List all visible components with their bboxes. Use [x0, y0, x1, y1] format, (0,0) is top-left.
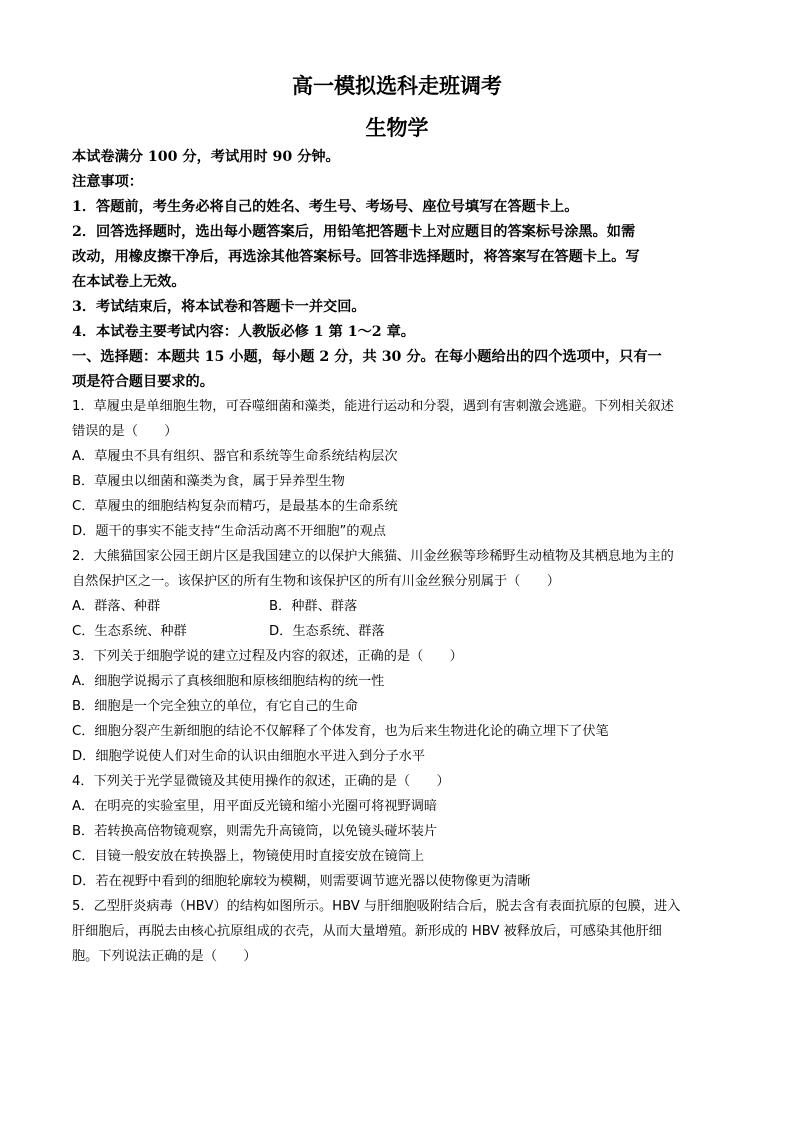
note-item: 2．回答选择题时，选出每小题答案后，用铅笔把答题卡上对应题目的答案标号涂黑。如需	[72, 224, 636, 240]
subject-title: 生物学	[365, 115, 429, 140]
question-3-option-c: C．细胞分裂产生新细胞的结论不仅解释了个体发育，也为后来生物进化论的确立埋下了伏笔	[72, 724, 609, 739]
question-2-stem-cont: 自然保护区之一。该保护区的所有生物和该保护区的所有川金丝猴分别属于（ ）	[72, 574, 560, 589]
question-3-stem: 3．下列关于细胞学说的建立过程及内容的叙述，正确的是（ ）	[72, 649, 463, 664]
notes-heading: 注意事项：	[72, 174, 143, 190]
question-2-options-row-1	[72, 597, 722, 617]
score-time-note: 本试卷满分 100 分，考试用时 90 分钟。	[72, 149, 340, 165]
question-1-option-b: B．草履虫以细菌和藻类为食，属于异养型生物	[72, 474, 345, 489]
note-item: 1．答题前，考生务必将自己的姓名、考生号、考场号、座位号填写在答题卡上。	[72, 199, 579, 215]
question-4-option-b: B．若转换高倍物镜观察，则需先升高镜筒，以免镜头碰坏装片	[72, 824, 438, 839]
question-1-stem: 1．草履虫是单细胞生物，可吞噬细菌和藻类，能进行运动和分裂，遇到有害刺激会逃避。下列相关叙述	[72, 399, 674, 414]
question-5-stem-end: 胞。下列说法正确的是（ ）	[72, 949, 257, 964]
question-2-option-b: B．种群、群落	[269, 599, 358, 614]
question-5-stem-cont: 肝细胞后，再脱去由核心抗原组成的衣壳，从而大量增殖。新形成的 HBV 被释放后，可感染其他肝细	[72, 924, 662, 939]
note-item: 4．本试卷主要考试内容：人教版必修 1 第 1～2 章。	[72, 324, 415, 340]
note-item: 在本试卷上无效。	[72, 274, 186, 290]
question-1-option-a: A．草履虫不具有组织、器官和系统等生命系统结构层次	[72, 449, 398, 464]
section-heading-cont: 项是符合题目要求的。	[72, 374, 214, 390]
question-2-option-c: C．生态系统、种群	[72, 624, 187, 639]
question-1-option-c: C．草履虫的细胞结构复杂而精巧，是最基本的生命系统	[72, 499, 398, 514]
question-4-option-a: A．在明亮的实验室里，用平面反光镜和缩小光圈可将视野调暗	[72, 799, 438, 814]
question-2-option-d: D．生态系统、群落	[269, 624, 385, 639]
question-1-stem-cont: 错误的是（ ）	[72, 424, 178, 439]
question-3-option-d: D．细胞学说使人们对生命的认识由细胞水平进入到分子水平	[72, 749, 426, 764]
question-5-stem: 5．乙型肝炎病毒（HBV）的结构如图所示。HBV 与肝细胞吸附结合后，脱去含有表面抗原的包膜，进入	[72, 899, 681, 914]
question-4-option-d: D．若在视野中看到的细胞轮廓较为模糊，则需要调节遮光器以使物像更为清晰	[72, 874, 531, 889]
question-3-option-a: A．细胞学说揭示了真核细胞和原核细胞结构的统一性	[72, 674, 385, 689]
note-item: 改动，用橡皮擦干净后，再选涂其他答案标号。回答非选择题时，将答案写在答题卡上。写	[72, 249, 640, 265]
question-1-option-d: D．题干的事实不能支持“生命活动离不开细胞”的观点	[72, 524, 386, 539]
question-3-option-b: B．细胞是一个完全独立的单位，有它自己的生命	[72, 699, 358, 714]
note-item: 3．考试结束后，将本试卷和答题卡一并交回。	[72, 299, 366, 315]
question-2-stem: 2．大熊猫国家公园王朗片区是我国建立的以保护大熊猫、川金丝猴等珍稀野生动植物及其栖息地为主的	[72, 549, 674, 564]
exam-title: 高一模拟选科走班调考	[292, 73, 502, 98]
section-heading: 一、选择题：本题共 15 小题，每小题 2 分，共 30 分。在每小题给出的四个选项中，只有一	[72, 349, 662, 365]
question-2-option-a: A．群落、种群	[72, 599, 161, 614]
question-4-option-c: C．目镜一般安放在转换器上，物镜使用时直接安放在镜筒上	[72, 849, 425, 864]
question-2-options-row-2	[72, 622, 722, 642]
question-4-stem: 4．下列关于光学显微镜及其使用操作的叙述，正确的是（ ）	[72, 774, 450, 789]
